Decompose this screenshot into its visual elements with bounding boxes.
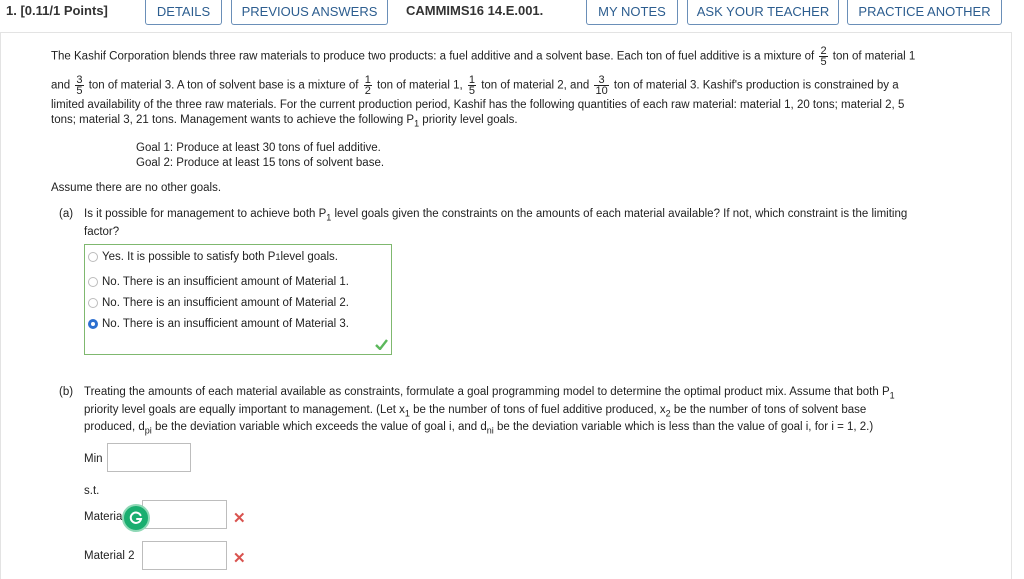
question-text: be the number of tons of solvent base [670,404,867,416]
problem-text: priority level goals. [419,114,518,126]
incorrect-icon: ✕ [233,550,246,567]
part-b-line-2 [84,403,866,420]
question-text: be the deviation variable which is less than the value of goal i, for i = 1, 2.) [493,421,874,433]
part-a-question [84,207,907,224]
question-header [0,0,1012,24]
material-1-input[interactable] [142,500,227,529]
st-label: s.t. [84,485,100,497]
question-text: produced, d [84,421,145,433]
fraction: $\frac{1}{5}$ [468,74,475,97]
option-material-2[interactable] [88,297,349,309]
problem-line-4 [51,113,518,130]
min-label: Min [84,453,103,465]
option-label: No. There is an insufficient amount of Material 1. [102,276,349,288]
problem-text: ton of material 2, and [481,79,590,92]
subscript: pi [144,425,152,436]
subscript: 2 [665,408,671,419]
goal-1: Goal 1: Produce at least 30 tons of fuel additive. [136,142,381,154]
question-text: Is it possible for management to achieve both P [84,208,327,220]
assumption: Assume there are no other goals. [51,182,222,194]
problem-code: CAMMIMS16 14.E.001. [406,3,544,18]
problem-line-3: limited availability of the three raw materials. For the current production period, Kashif has the following quantities of each raw material: material 1, 20 tons; material 2, 5 [51,99,905,111]
part-b-line-3 [84,420,873,437]
tab-ask-teacher[interactable]: ASK YOUR TEACHER [687,0,839,25]
option-label: level goals. [280,251,339,263]
option-label: No. There is an insufficient amount of Material 3. [102,318,349,330]
option-material-3[interactable] [88,318,349,330]
subscript: 1 [889,390,895,401]
problem-text: tons; material 3, 21 tons. Management wants to achieve the following P [51,114,415,126]
min-input[interactable] [107,443,191,472]
part-a-question-line-2: factor? [84,226,120,238]
goal-2: Goal 2: Produce at least 15 tons of solvent base. [136,157,385,169]
tab-details[interactable]: DETAILS [145,0,222,25]
tab-my-notes[interactable]: MY NOTES [586,0,678,25]
problem-line-1 [51,46,915,67]
question-number: 1. [0.11/1 Points] [6,3,108,18]
panel-border-left [0,32,1,579]
subscript: 1 [414,118,420,129]
problem-text: ton of material 3. A ton of solvent base is a mixture of [88,79,359,92]
subscript: 1 [404,408,410,419]
header-divider [0,32,1012,33]
tab-practice-another[interactable]: PRACTICE ANOTHER [847,0,1002,25]
option-yes-possible[interactable] [88,251,338,263]
fraction: $\frac{1}{2}$ [364,74,371,97]
radio-button[interactable] [88,252,98,262]
radio-button[interactable] [88,298,98,308]
fraction: $\frac{2}{5}$ [820,45,827,68]
panel-border-right [1011,32,1012,579]
question-text: Treating the amounts of each material available as constraints, formulate a goal programming model to determine the optimal product mix. Assume that both P [84,386,890,398]
part-b-line-1 [84,385,895,402]
grammarly-icon[interactable] [122,504,150,532]
subscript: ni [486,425,494,436]
material-2-label: Material 2 [84,550,135,562]
option-material-1[interactable] [88,276,349,288]
problem-line-2 [51,75,899,96]
question-text: be the number of tons of fuel additive produced, x [409,404,666,416]
fraction: $\frac{3}{5}$ [76,74,83,97]
question-text: be the deviation variable which exceeds the value of goal i, and d [151,421,487,433]
incorrect-icon: ✕ [233,510,246,527]
problem-text: ton of material 1, [377,79,463,92]
question-text: level goals given the constraints on the amounts of each material available? If not, which constraint is the limiting [331,208,908,220]
checkmark-icon [375,339,388,350]
part-a-label: (a) [59,208,74,220]
problem-text: ton of material 1 [832,50,916,63]
subscript: 1 [326,212,332,223]
fraction: $\frac{3}{10}$ [595,74,608,97]
material-2-input[interactable] [142,541,227,570]
radio-button-selected[interactable] [88,319,98,329]
problem-text: and [51,79,71,92]
option-label: Yes. It is possible to satisfy both P [102,251,276,263]
grammarly-g-icon [128,510,144,526]
option-label: No. There is an insufficient amount of Material 2. [102,297,349,309]
question-text: priority level goals are equally important to management. (Let x [84,404,405,416]
subscript: 1 [275,252,281,262]
problem-text: The Kashif Corporation blends three raw materials to produce two products: a fuel additive and a solvent base. Each ton of fuel additive is a mixture of [51,50,815,63]
part-b-label: (b) [59,386,74,398]
radio-button[interactable] [88,277,98,287]
material-1-label: Materia [84,511,123,523]
tab-previous-answers[interactable]: PREVIOUS ANSWERS [231,0,388,25]
problem-text: ton of material 3. Kashif's production is constrained by a [613,79,899,92]
